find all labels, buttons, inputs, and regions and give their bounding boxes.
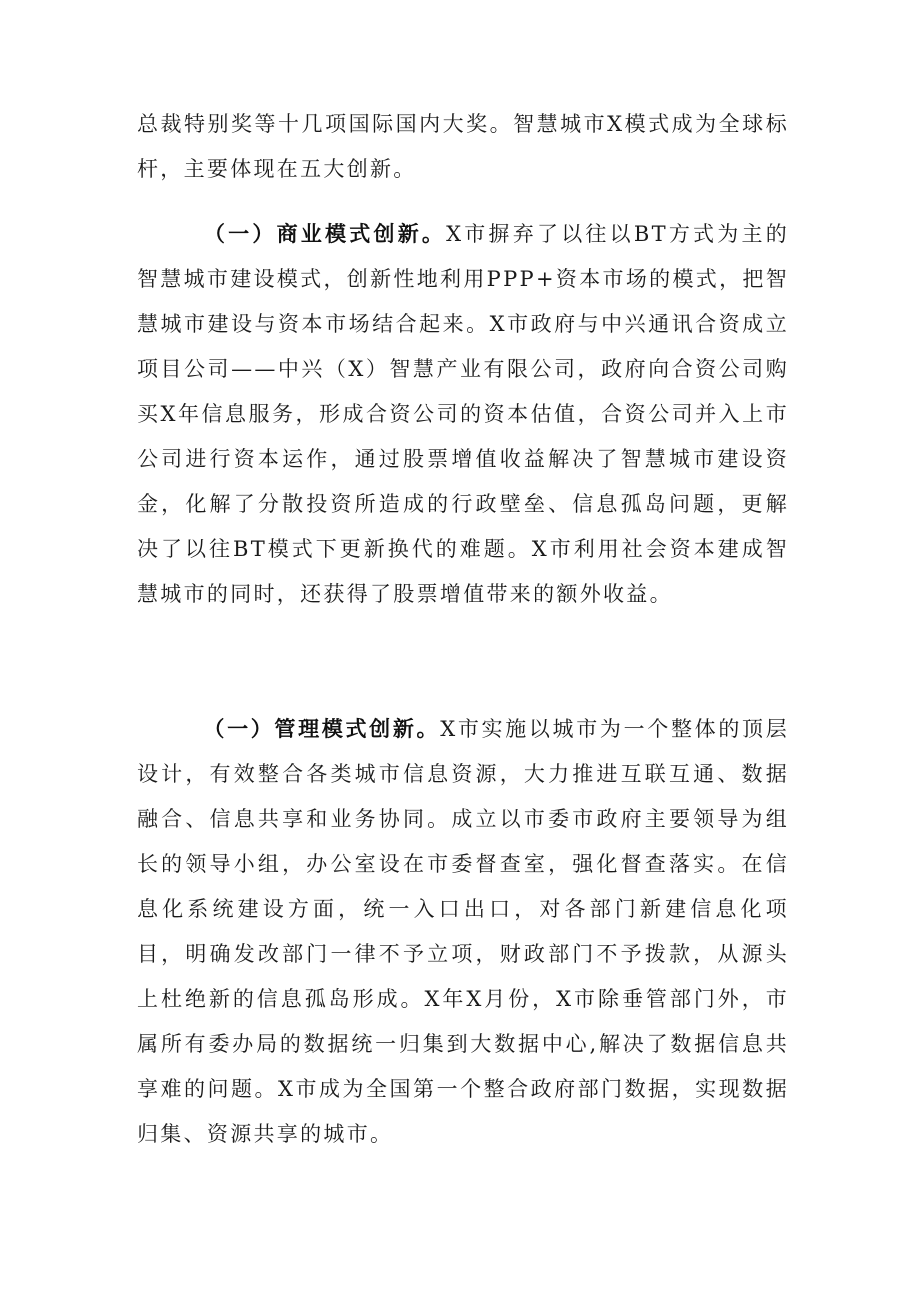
lead-paragraph [137,102,789,192]
section-paragraph [137,707,789,1157]
section-management-model [137,707,789,1157]
section-heading: （一）管理模式创新。 [203,717,441,741]
section-body: X市摒弃了以往以BT方式为主的智慧城市建设模式，创新性地利用PPP+资本市场的模式，把智慧城市建设与资本市场结合起来。X市政府与中兴通讯合资成立项目公司——中兴（X）智慧产业有限公司，政府向合资公司购买X年信息服务，形成合资公司的资本估值，合资公司并入上市公司进行资本运作，通过股票增值收益解决了智慧城市建设资金，化解了分散投资所造成的行政壁垒、信息孤岛问题，更解决了以往BT模式下更新换代的难题。X市利用社会资本建成智慧城市的同时，还获得了股票增值带来的额外收益。 [137,222,790,606]
lead-paragraph-text: 总裁特别奖等十几项国际国内大奖。智慧城市X模式成为全球标杆，主要体现在五大创新。 [137,112,789,181]
section-business-model [137,212,789,617]
section-paragraph [137,212,789,617]
section-heading: （一）商业模式创新。 [203,222,447,246]
section-body: X市实施以城市为一个整体的顶层设计，有效整合各类城市信息资源，大力推进互联互通、数据融合、信息共享和业务协同。成立以市委市政府主要领导为组长的领导小组，办公室设在市委督查室，强化督查落实。在信息化系统建设方面，统一入口出口，对各部门新建信息化项目，明确发改部门一律不予立项，财政部门不予拨款，从源头上杜绝新的信息孤岛形成。X年X月份，X市除垂管部门外，市属所有委办局的数据统一归集到大数据中心,解决了数据信息共享难的问题。X市成为全国第一个整合政府部门数据，实现数据归集、资源共享的城市。 [137,717,789,1146]
